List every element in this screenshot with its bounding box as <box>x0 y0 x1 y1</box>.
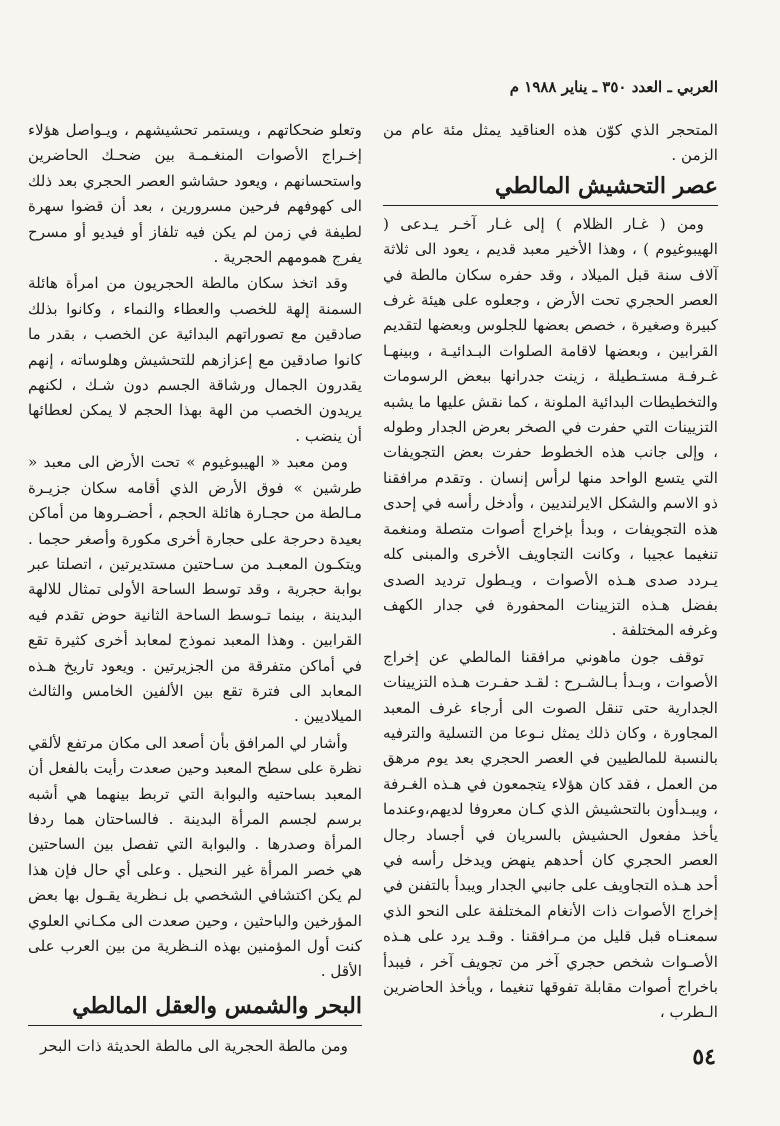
paragraph: ومن ( غـار الظلام ) إلى غـار آخـر يـدعى ( الهيبوغيوم ) ، وهذا الأخير معبد قديم ، يعود الى ثلاثة آلاف سنة قبل الميلاد ، وقد حفره سكان مالطة في العصر الحجري تحت الأرض ، وجعلوه على هيئة غرف كبيرة وصغيرة ، خصص بعضها للجلوس وبعضها لتقديم القرابين ، وبعضها لاقامة الصلوات البـدائيـة ، وبينهـا غـرفـة مستـطيلة ، زينت جدرانها ببعض الرسومات والتخطيطات البدائية الملونة ، كما نقش عليها ما يشبه التزيينات التي حفرت في الصخر بعرض الجدار وطوله ، وإلى جانب هذه الخطوط حفرت بعض التجويفات التي يتسع الواحد منها لرأس إنسان . وتقدم مرافقنا ذو الاسم والشكل الايرلنديين ، وأدخل رأسه في إحدى هذه التجويفات ، وبدأ بإخراج أصوات متصلة ومنغمة تنغيما عجيبا ، وكانت التجاويف الأخرى والمبنى كله يـردد صدى هـذه الأصوات ، ويـطول ترديد الصدى بفضل هـذه التزيينات المحفورة في جدار الكهف وغرفه المختلفة . <box>383 214 718 640</box>
paragraph: توقف جون ماهوني مرافقنا المالطي عن إخراج الأصوات ، وبـدأ بـالشـرح : لقـد حفـرت هـذه التزيينات الجدارية حتى تنقل الصوت الى أرجاء غرف المعبد المجاورة ، وكان ذلك يمثل نـوعا من التسلية والترفيه بالنسبة للمالطيين في العصر الحجري بعد يوم مرهق من العمل ، فقد كان هؤلاء يتجمعون في هـذه الغـرفة ، ويبـدأون بالتحشيش الذي كـان معروفا لديهم،وعندما يأخذ مفعول الحشيش بالسريان في أجساد رجال العصر الحجري كان أحدهم ينهض ويدخل رأسه في أحد هـذه التجاويف على جانبي الجدار ويبدأ بالتفنن في إخراج الأصوات ذات الأنغام المختلفة على النحو الذي سمعنـاه قبل قليل من مـرافقنا . وقـد يرد على هـذه الأصـوات شخص حجري آخر من تجويف آخر ، فيبدأ باخراج أصوات مقابلة تفوقها تنغيما ، ويأخذ الحاضرين الـطرب ، <box>383 647 718 1022</box>
left-column <box>28 118 362 1060</box>
section-heading: البحر والشمس والعقل المالطي <box>28 991 362 1026</box>
page-number: ٥٤ <box>692 1044 716 1070</box>
section-heading: عصر التحشيش المالطي <box>383 171 718 206</box>
paragraph: ومن مالطة الحجرية الى مالطة الحديثة ذات البحر <box>40 1036 348 1055</box>
running-header: العربي ـ العدد ٣٥٠ ـ يناير ١٩٨٨ م <box>509 78 718 96</box>
paragraph: وأشار لي المرافق بأن أصعد الى مكان مرتفع لألقي نظرة على سطح المعبد وحين صعدت رأيت بالفعل أن المعبد بساحتيه والبوابة التي تربط بينهما هي أشبه برسم لجسم المرأة البدينة . فالساحتان هما ردفا المرأة وصدرها . والبوابة التي تفصل بين الساحتين هي خصر المرأة غير النحيل . وعلى أي حال فإن هذا لم يكن اكتشافي الشخصي بل نـظرية يقـول بها بعض المؤرخين والباحثين ، وحين صعدت الى مكـاني العلوي كنت أول المؤمنين بهذه النـظرية من بين العرب على الأقل . <box>28 733 362 981</box>
paragraph: المتحجر الذي كوّن هذه العناقيد يمثل مئة عام من الزمن . <box>383 121 718 165</box>
paragraph: وتعلو ضحكاتهم ، ويستمر تحشيشهم ، ويـواصل هؤلاء إخـراج الأصوات المنغـمـة بين ضحـك الحاضرين واستحسانهم ، ويعود حشاشو العصر الحجري بعد ذلك الى كهوفهم فرحين مسرورين ، بعد أن قضوا سهرة لطيفة في زمن لم يكن فيه تلفاز أو فيديو أو مسرح يفرج همومهم الحجرية . <box>28 121 362 267</box>
paragraph: ومن معبد « الهيبوغيوم » تحت الأرض الى معبد « طرشين » فوق الأرض الذي أقامه سكان جزيـرة مـالطة من حجـارة هائلة الحجم ، أحضـروها من أماكن بعيدة دحرجة على حجارة أخرى مكورة وأصغر حجما . ويتكـون المعبـد من سـاحتين مستديرتين ، اتصلتا عبر بوابة حجرية ، وقد توسط الساحة الأولى تمثال للالهة البدينة ، بينما تـوسط الساحة الثانية حوض تقدم فيه القرابين . وهذا المعبد نموذج لمعابد أخرى كثيرة تقع في أماكن متفرقة من الجزيرتين . ويعود تاريخ هـذه المعابد الى فترة تقع بين الألفين الخامس والثالث الميلاديين . <box>28 453 362 726</box>
paragraph: وقد اتخذ سكان مالطة الحجريون من امرأة هائلة السمنة إلهة للخصب والعطاء والنماء ، وكانوا بذلك صادقين مع تصوراتهم البدائية عن الخصب ، بقدر ما كانوا صادقين مع إعزازهم للتحشيش وهلوساته ، إنهم يقدرون الجمال ورشاقة الجسم دون شـك ، لكنهم يريدون الخصب من الهة بهذا الحجم لا يمكن لعطائها أن ينضب . <box>28 274 362 445</box>
right-column <box>383 118 718 1027</box>
